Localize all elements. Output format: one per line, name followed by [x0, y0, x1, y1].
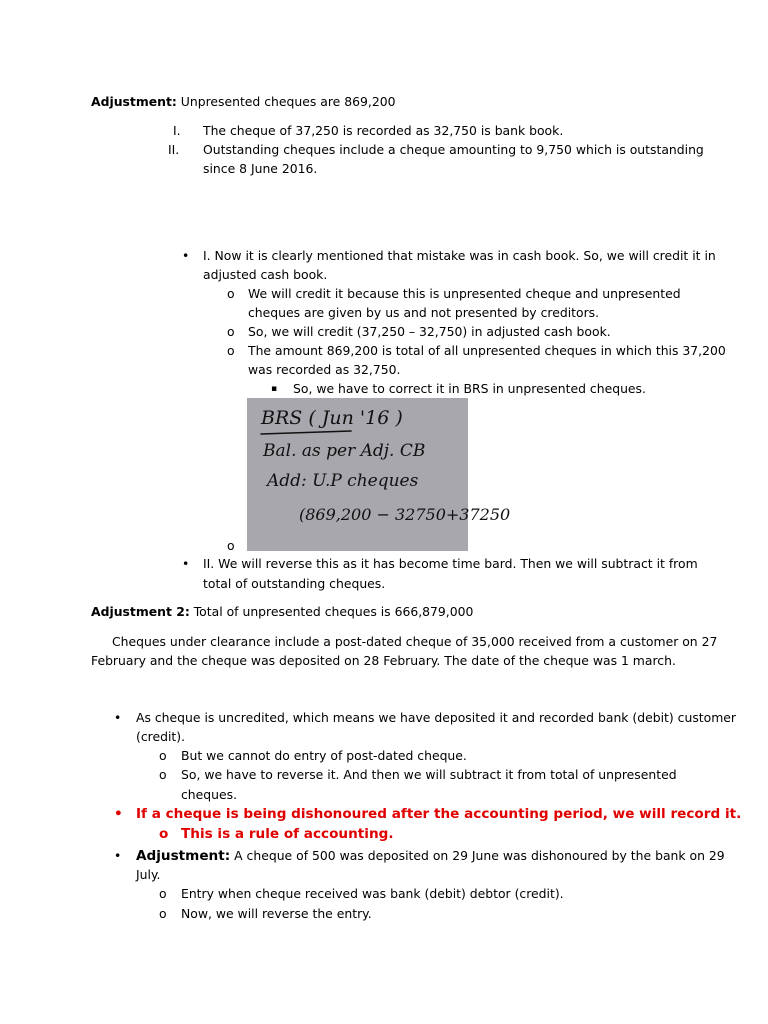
adjustment-3-text: A cheque of 500 was deposited on 29 June was dishonoured by the bank on 29 [230, 848, 725, 863]
circle-marker: o [227, 343, 235, 358]
circle-marker: o [159, 748, 167, 763]
adjustment-2-label: Adjustment 2: [91, 604, 190, 619]
handwriting-line-3: Add: U.P cheques [267, 471, 419, 491]
red-bullet-text: If a cheque is being dishonoured after the accounting period, we will record it. [136, 806, 742, 822]
circle-marker: o [159, 767, 167, 782]
adjustment-3-sub-2: Now, we will reverse the entry. [181, 906, 372, 921]
explanation-1-sub-3-line-2: was recorded as 32,750. [248, 362, 401, 377]
explanation-1-bullet-2-line-2: total of outstanding cheques. [203, 576, 386, 591]
handwriting-line-2: Bal. as per Adj. CB [263, 441, 426, 461]
bullet-marker: • [182, 248, 190, 263]
adjustment-2-heading [91, 604, 473, 620]
adjustment-3-sub-1: Entry when cheque received was bank (debit) debtor (credit). [181, 886, 564, 901]
roman-item-2-line-1: Outstanding cheques include a cheque amounting to 9,750 which is outstanding [203, 142, 704, 157]
roman-item-1-line-1: The cheque of 37,250 is recorded as 32,750 is bank book. [203, 123, 564, 138]
circle-marker: o [227, 538, 235, 553]
explanation-2-bullet-1-line-2: (credit). [136, 729, 186, 744]
adjustment-1-text: Unpresented cheques are 869,200 [176, 94, 396, 109]
bullet-marker: • [114, 710, 122, 725]
explanation-1-sub-1-line-1: We will credit it because this is unpresented cheque and unpresented [248, 286, 681, 301]
handwriting-line-4: (869,200 − 32750+37250 [299, 505, 511, 524]
explanation-1-bullet-1-line-2: adjusted cash book. [203, 267, 328, 282]
adjustment-2-para-line-1: Cheques under clearance include a post-dated cheque of 35,000 received from a customer on 27 [112, 634, 718, 649]
red-bullet-marker: • [114, 806, 123, 822]
adjustment-3-label: Adjustment: [136, 848, 231, 864]
red-circle-marker: o [159, 826, 169, 842]
explanation-2-bullet-1-line-1: As cheque is uncredited, which means we have deposited it and recorded bank (debit) customer [136, 710, 737, 725]
handwriting-line-1: BRS ( Jun '16 ) [261, 407, 403, 429]
explanation-2-sub-1: But we cannot do entry of post-dated cheque. [181, 748, 467, 763]
adjustment-1-heading [91, 94, 395, 110]
square-marker: ▪ [271, 384, 278, 394]
explanation-1-sub-3-line-1: The amount 869,200 is total of all unpresented cheques in which this 37,200 [248, 343, 726, 358]
adjustment-2-text: Total of unpresented cheques is 666,879,000 [189, 604, 474, 619]
underline-stroke [261, 431, 351, 434]
roman-numeral-1: I. [173, 123, 181, 138]
explanation-1-subsub: So, we have to correct it in BRS in unpresented cheques. [293, 381, 646, 396]
red-sub-text: This is a rule of accounting. [181, 826, 394, 842]
explanation-1-bullet-1-line-1: I. Now it is clearly mentioned that mistake was in cash book. So, we will credit it in [203, 248, 716, 263]
handwritten-note-image [247, 398, 511, 551]
adjustment-2-para-line-2: February and the cheque was deposited on 28 February. The date of the cheque was 1 march. [91, 653, 676, 668]
circle-marker: o [227, 324, 235, 339]
adjustment-3-text-line-2: July. [136, 867, 161, 882]
explanation-1-bullet-2-line-1: II. We will reverse this as it has become time bard. Then we will subtract it from [203, 556, 698, 571]
roman-numeral-2: II. [168, 142, 180, 157]
explanation-2-sub-2-line-2: cheques. [181, 787, 238, 802]
adjustment-3-heading [136, 848, 725, 864]
explanation-2-sub-2-line-1: So, we have to reverse it. And then we will subtract it from total of unpresented [181, 767, 677, 782]
roman-item-2-line-2: since 8 June 2016. [203, 161, 318, 176]
adjustment-1-label: Adjustment: [91, 94, 177, 109]
explanation-1-sub-2: So, we will credit (37,250 – 32,750) in adjusted cash book. [248, 324, 611, 339]
circle-marker: o [227, 286, 235, 301]
bullet-marker: • [182, 556, 190, 571]
circle-marker: o [159, 886, 167, 901]
circle-marker: o [159, 906, 167, 921]
explanation-1-sub-1-line-2: cheques are given by us and not presented by creditors. [248, 305, 600, 320]
bullet-marker: • [114, 848, 122, 863]
